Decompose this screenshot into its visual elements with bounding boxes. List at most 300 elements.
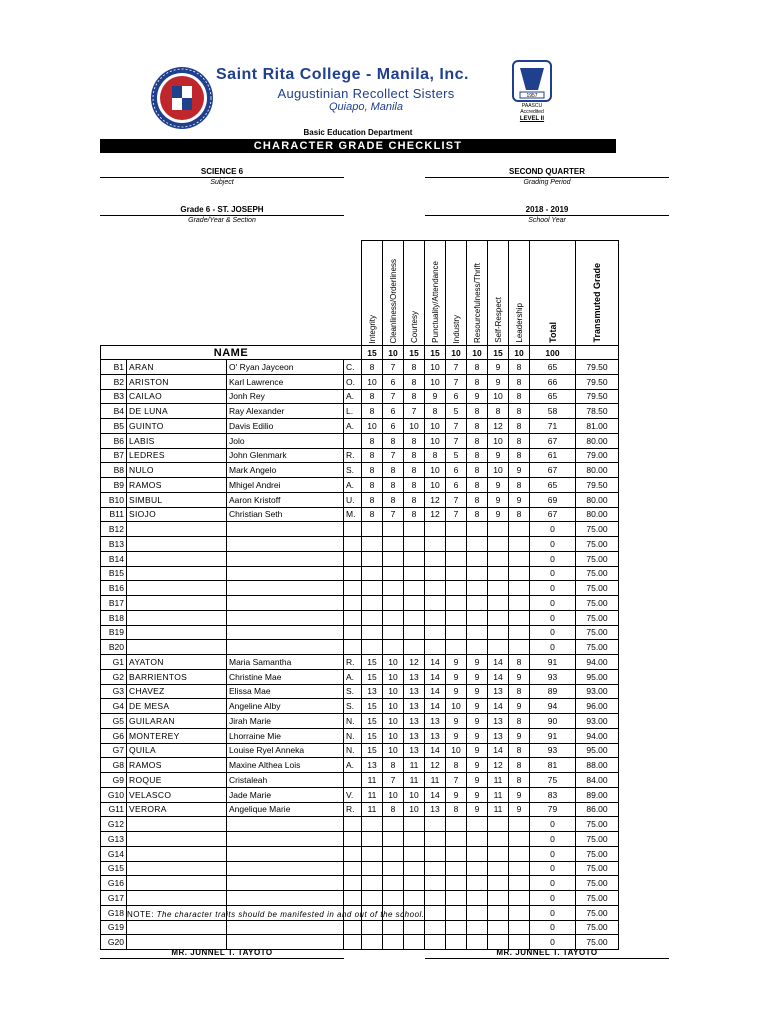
total-score: 0	[530, 861, 576, 876]
total-score: 91	[530, 728, 576, 743]
trait-score	[362, 522, 383, 537]
trait-header	[404, 241, 425, 346]
trait-score: 11	[404, 758, 425, 773]
total-score: 67	[530, 507, 576, 522]
trait-score	[404, 537, 425, 552]
student-surname	[127, 537, 227, 552]
trait-header	[362, 241, 383, 346]
trait-score: 9	[509, 728, 530, 743]
trait-score: 10	[404, 787, 425, 802]
total-score: 75	[530, 773, 576, 788]
trait-score: 8	[404, 507, 425, 522]
total-score: 0	[530, 832, 576, 847]
trait-score	[362, 861, 383, 876]
trait-score	[383, 817, 404, 832]
trait-score	[446, 640, 467, 655]
transmuted-grade: 75.00	[576, 640, 619, 655]
trait-score: 8	[383, 463, 404, 478]
student-code: G15	[101, 861, 127, 876]
trait-score: 8	[362, 463, 383, 478]
trait-score: 8	[404, 448, 425, 463]
total-score: 0	[530, 891, 576, 906]
trait-score: 14	[488, 669, 509, 684]
trait-score: 13	[404, 699, 425, 714]
student-code: G18	[101, 905, 127, 920]
student-given-name	[227, 920, 344, 935]
trait-score	[362, 581, 383, 596]
trait-score: 10	[383, 728, 404, 743]
trait-score: 8	[362, 478, 383, 493]
student-given-name: Christian Seth	[227, 507, 344, 522]
trait-score	[383, 861, 404, 876]
student-given-name	[227, 522, 344, 537]
trait-score: 6	[446, 478, 467, 493]
transmuted-grade: 75.00	[576, 551, 619, 566]
trait-score	[404, 891, 425, 906]
student-surname: LEDRES	[127, 448, 227, 463]
trait-score: 7	[383, 507, 404, 522]
student-given-name	[227, 537, 344, 552]
trait-score: 8	[467, 374, 488, 389]
student-surname	[127, 566, 227, 581]
subject-field	[100, 166, 344, 188]
trait-score	[404, 581, 425, 596]
trait-label: Leadership	[514, 303, 524, 343]
trait-score	[467, 861, 488, 876]
trait-max-points: 10	[509, 346, 530, 360]
transmuted-grade: 79.50	[576, 389, 619, 404]
trait-score: 14	[488, 699, 509, 714]
trait-score: 8	[509, 433, 530, 448]
trait-score	[509, 537, 530, 552]
trait-score: 8	[509, 389, 530, 404]
transmuted-grade: 75.00	[576, 581, 619, 596]
total-score: 0	[530, 522, 576, 537]
student-middle-initial	[344, 935, 362, 950]
student-given-name	[227, 876, 344, 891]
trait-score	[425, 566, 446, 581]
trait-score: 9	[425, 389, 446, 404]
student-code: G1	[101, 655, 127, 670]
school-name: Saint Rita College - Manila, Inc.	[216, 66, 469, 83]
trait-score	[404, 596, 425, 611]
trait-header	[467, 241, 488, 346]
trait-score	[383, 640, 404, 655]
trait-score	[488, 522, 509, 537]
student-middle-initial: V.	[344, 787, 362, 802]
student-middle-initial: A.	[344, 758, 362, 773]
student-code: G12	[101, 817, 127, 832]
trait-score: 10	[425, 419, 446, 434]
total-score: 58	[530, 404, 576, 419]
student-surname: BARRIENTOS	[127, 669, 227, 684]
document-header	[0, 0, 768, 130]
transmuted-label: Transmuted Grade	[592, 263, 602, 343]
trait-score: 5	[446, 404, 467, 419]
trait-score	[362, 610, 383, 625]
student-middle-initial	[344, 640, 362, 655]
trait-score: 8	[509, 360, 530, 375]
trait-score: 9	[467, 714, 488, 729]
transmuted-grade: 79.00	[576, 448, 619, 463]
student-given-name: Jolo	[227, 433, 344, 448]
trait-score	[446, 551, 467, 566]
trait-score: 8	[425, 404, 446, 419]
table-row	[101, 522, 619, 537]
student-middle-initial	[344, 891, 362, 906]
student-surname: QUILA	[127, 743, 227, 758]
trait-score: 10	[404, 802, 425, 817]
student-surname: DE LUNA	[127, 404, 227, 419]
transmuted-blank	[576, 346, 619, 360]
student-middle-initial	[344, 596, 362, 611]
student-given-name: Elissa Mae	[227, 684, 344, 699]
total-score: 94	[530, 699, 576, 714]
trait-score	[509, 581, 530, 596]
trait-score	[467, 905, 488, 920]
student-surname: ROQUE	[127, 773, 227, 788]
trait-score	[509, 551, 530, 566]
student-code: G16	[101, 876, 127, 891]
transmuted-grade: 75.00	[576, 566, 619, 581]
trait-label: Resourcefulness/Thrift	[472, 262, 482, 343]
total-score: 67	[530, 433, 576, 448]
student-code: G5	[101, 714, 127, 729]
student-middle-initial	[344, 610, 362, 625]
trait-score: 13	[362, 684, 383, 699]
trait-score	[488, 537, 509, 552]
trait-score: 8	[404, 463, 425, 478]
trait-score: 11	[362, 787, 383, 802]
student-code: B14	[101, 551, 127, 566]
trait-score: 9	[467, 728, 488, 743]
transmuted-grade: 75.00	[576, 610, 619, 625]
trait-score	[467, 610, 488, 625]
trait-score: 8	[383, 492, 404, 507]
student-middle-initial: A.	[344, 419, 362, 434]
trait-score	[488, 832, 509, 847]
trait-score: 10	[425, 478, 446, 493]
trait-score: 10	[383, 684, 404, 699]
transmuted-grade: 75.00	[576, 846, 619, 861]
trait-score: 8	[404, 360, 425, 375]
trait-score: 14	[425, 684, 446, 699]
footnote	[127, 910, 425, 919]
transmuted-grade: 75.00	[576, 537, 619, 552]
total-score: 67	[530, 463, 576, 478]
trait-max-points: 10	[383, 346, 404, 360]
trait-score: 9	[509, 802, 530, 817]
trait-score: 13	[488, 728, 509, 743]
trait-score	[383, 876, 404, 891]
department-label: Basic Education Department	[303, 128, 413, 137]
trait-score	[467, 640, 488, 655]
total-score: 90	[530, 714, 576, 729]
trait-score	[446, 537, 467, 552]
trait-score: 9	[467, 758, 488, 773]
student-given-name: Jonh Rey	[227, 389, 344, 404]
student-code: B17	[101, 596, 127, 611]
trait-score	[404, 920, 425, 935]
total-score: 0	[530, 905, 576, 920]
total-score: 0	[530, 551, 576, 566]
student-given-name	[227, 610, 344, 625]
trait-score: 8	[446, 758, 467, 773]
table-row	[101, 596, 619, 611]
trait-score	[509, 566, 530, 581]
transmuted-grade: 75.00	[576, 905, 619, 920]
trait-score	[446, 625, 467, 640]
grade-table-body	[101, 241, 619, 950]
trait-score	[383, 625, 404, 640]
table-row	[101, 492, 619, 507]
transmuted-grade: 75.00	[576, 861, 619, 876]
trait-score	[509, 905, 530, 920]
student-given-name: Jade Marie	[227, 787, 344, 802]
table-row	[101, 610, 619, 625]
student-given-name	[227, 846, 344, 861]
student-given-name: John Glenmark	[227, 448, 344, 463]
table-row	[101, 655, 619, 670]
total-score: 0	[530, 920, 576, 935]
transmuted-grade: 94.00	[576, 655, 619, 670]
trait-score: 6	[383, 404, 404, 419]
trait-score: 10	[425, 433, 446, 448]
student-surname	[127, 846, 227, 861]
trait-max-points: 15	[425, 346, 446, 360]
trait-score	[383, 920, 404, 935]
page-title: CHARACTER GRADE CHECKLIST	[100, 139, 616, 153]
trait-score	[467, 625, 488, 640]
student-code: B20	[101, 640, 127, 655]
transmuted-grade: 75.00	[576, 817, 619, 832]
student-surname: LABIS	[127, 433, 227, 448]
trait-score: 10	[488, 389, 509, 404]
trait-score	[446, 817, 467, 832]
student-middle-initial	[344, 581, 362, 596]
student-middle-initial: U.	[344, 492, 362, 507]
total-score: 0	[530, 935, 576, 950]
trait-score	[383, 551, 404, 566]
trait-score: 9	[509, 669, 530, 684]
trait-score	[404, 640, 425, 655]
student-middle-initial: C.	[344, 360, 362, 375]
trait-score: 7	[383, 773, 404, 788]
student-given-name: Jirah Marie	[227, 714, 344, 729]
student-middle-initial: R.	[344, 802, 362, 817]
trait-score: 8	[467, 492, 488, 507]
table-row	[101, 581, 619, 596]
student-given-name	[227, 817, 344, 832]
table-row	[101, 817, 619, 832]
transmuted-header	[576, 241, 619, 346]
student-surname: CAILAO	[127, 389, 227, 404]
student-surname	[127, 625, 227, 640]
trait-score	[488, 581, 509, 596]
trait-score: 8	[467, 433, 488, 448]
trait-score	[509, 876, 530, 891]
trait-score	[446, 522, 467, 537]
student-given-name: Maria Samantha	[227, 655, 344, 670]
table-row	[101, 787, 619, 802]
trait-score: 8	[509, 655, 530, 670]
trait-score: 9	[509, 463, 530, 478]
trait-score: 14	[425, 787, 446, 802]
trait-score	[509, 625, 530, 640]
trait-score: 9	[446, 787, 467, 802]
trait-score	[383, 610, 404, 625]
trait-score: 8	[467, 404, 488, 419]
student-middle-initial	[344, 551, 362, 566]
trait-score: 10	[362, 419, 383, 434]
table-row	[101, 463, 619, 478]
trait-score: 10	[383, 669, 404, 684]
student-middle-initial	[344, 920, 362, 935]
student-middle-initial: R.	[344, 655, 362, 670]
section-caption: Grade/Year & Section	[188, 217, 256, 224]
trait-score: 11	[404, 773, 425, 788]
trait-score	[488, 551, 509, 566]
student-code: B6	[101, 433, 127, 448]
trait-score	[362, 551, 383, 566]
transmuted-grade: 75.00	[576, 920, 619, 935]
trait-score	[488, 596, 509, 611]
trait-score: 8	[509, 743, 530, 758]
trait-score: 8	[509, 758, 530, 773]
section-value: Grade 6 - ST. JOSEPH	[100, 204, 344, 216]
student-code: G7	[101, 743, 127, 758]
student-given-name	[227, 640, 344, 655]
student-surname: ARAN	[127, 360, 227, 375]
trait-score	[509, 920, 530, 935]
student-code: G10	[101, 787, 127, 802]
trait-score	[446, 920, 467, 935]
trait-score: 14	[425, 743, 446, 758]
trait-score	[362, 891, 383, 906]
trait-score: 8	[404, 492, 425, 507]
student-code: G11	[101, 802, 127, 817]
trait-score: 11	[488, 773, 509, 788]
total-score: 61	[530, 448, 576, 463]
trait-score	[467, 920, 488, 935]
trait-score: 8	[362, 389, 383, 404]
character-grade-table	[100, 240, 619, 950]
trait-score: 12	[488, 419, 509, 434]
trait-score: 13	[404, 684, 425, 699]
student-middle-initial: A.	[344, 669, 362, 684]
trait-score	[467, 522, 488, 537]
student-middle-initial	[344, 832, 362, 847]
trait-score	[404, 551, 425, 566]
trait-score	[446, 876, 467, 891]
trait-score	[362, 566, 383, 581]
trait-score: 15	[362, 728, 383, 743]
student-middle-initial: O.	[344, 374, 362, 389]
table-row	[101, 640, 619, 655]
student-given-name: Lhorraine Mie	[227, 728, 344, 743]
total-score: 0	[530, 537, 576, 552]
trait-score: 8	[509, 773, 530, 788]
trait-score: 12	[425, 492, 446, 507]
trait-score: 9	[509, 699, 530, 714]
trait-score: 9	[467, 699, 488, 714]
student-code: B16	[101, 581, 127, 596]
trait-score	[362, 832, 383, 847]
trait-score	[404, 610, 425, 625]
table-row	[101, 448, 619, 463]
trait-score	[425, 537, 446, 552]
trait-score	[446, 891, 467, 906]
student-surname	[127, 610, 227, 625]
total-label: Total	[547, 322, 558, 343]
trait-score: 12	[404, 655, 425, 670]
trait-score	[383, 935, 404, 950]
trait-score	[509, 610, 530, 625]
trait-score: 13	[425, 714, 446, 729]
student-given-name	[227, 832, 344, 847]
trait-max-points: 15	[488, 346, 509, 360]
total-score: 93	[530, 743, 576, 758]
trait-score: 9	[488, 360, 509, 375]
trait-score: 10	[383, 743, 404, 758]
total-score: 81	[530, 758, 576, 773]
trait-score	[383, 832, 404, 847]
trait-score: 10	[425, 463, 446, 478]
trait-score: 13	[362, 758, 383, 773]
trait-score	[383, 537, 404, 552]
trait-score	[404, 876, 425, 891]
trait-score	[467, 537, 488, 552]
trait-score: 14	[425, 655, 446, 670]
footnote-text: The character traits should be manifested in and out of the school.	[156, 910, 425, 919]
trait-score: 12	[425, 507, 446, 522]
transmuted-grade: 95.00	[576, 743, 619, 758]
student-given-name	[227, 891, 344, 906]
total-score: 0	[530, 876, 576, 891]
student-given-name: Mark Angelo	[227, 463, 344, 478]
student-given-name	[227, 581, 344, 596]
trait-score: 9	[488, 374, 509, 389]
table-row	[101, 861, 619, 876]
total-max-points: 100	[530, 346, 576, 360]
student-surname	[127, 640, 227, 655]
student-surname: VELASCO	[127, 787, 227, 802]
trait-score: 8	[467, 507, 488, 522]
student-middle-initial	[344, 846, 362, 861]
total-score: 71	[530, 419, 576, 434]
student-code: B1	[101, 360, 127, 375]
trait-header	[446, 241, 467, 346]
student-given-name	[227, 625, 344, 640]
total-score: 0	[530, 817, 576, 832]
student-given-name	[227, 566, 344, 581]
student-middle-initial: N.	[344, 743, 362, 758]
trait-score	[362, 596, 383, 611]
transmuted-grade: 93.00	[576, 684, 619, 699]
student-surname: GUINTO	[127, 419, 227, 434]
trait-score	[362, 817, 383, 832]
trait-score: 8	[467, 419, 488, 434]
student-code: G9	[101, 773, 127, 788]
trait-score: 11	[488, 787, 509, 802]
transmuted-grade: 84.00	[576, 773, 619, 788]
transmuted-grade: 93.00	[576, 714, 619, 729]
signature-left-name: MR. JUNNEL T. TAYOTO	[100, 946, 344, 959]
table-row	[101, 478, 619, 493]
student-surname	[127, 920, 227, 935]
trait-header-row	[101, 241, 619, 346]
table-row	[101, 773, 619, 788]
